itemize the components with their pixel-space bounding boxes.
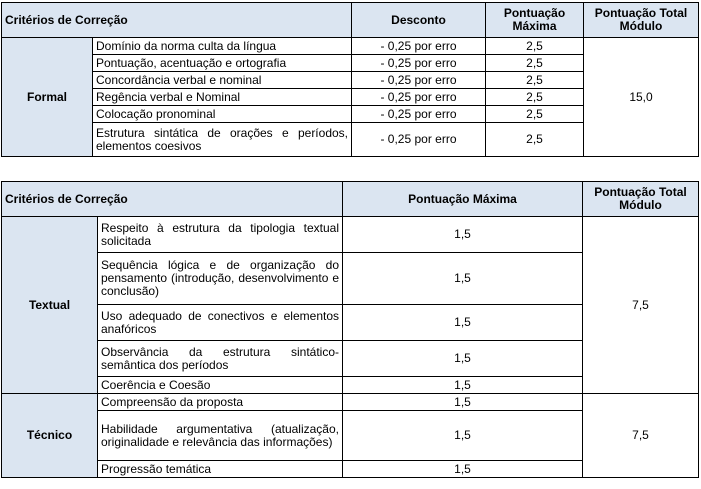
criterion-cell: Regência verbal e Nominal [93, 89, 352, 106]
total-score-textual: 7,5 [583, 217, 699, 394]
discount-cell: - 0,25 por erro [352, 38, 486, 55]
criterion-cell: Colocação pronominal [93, 106, 352, 123]
criterion-cell: Estrutura sintática de orações e períodos, elementos coesivos [93, 123, 352, 157]
header-total-score: Pontuação Total Módulo [584, 3, 699, 38]
category-formal: Formal [2, 38, 93, 157]
max-score-cell: 2,5 [486, 38, 584, 55]
header-discount: Desconto [352, 3, 486, 38]
category-textual: Textual [2, 217, 98, 394]
header-criteria: Critérios de Correção [2, 3, 352, 38]
criterion-cell: Coerência e Coesão [98, 377, 343, 394]
criterion-cell: Progressão temática [98, 461, 343, 478]
criterion-cell: Observância da estrutura sintático-semântica dos períodos [98, 341, 343, 377]
max-score-cell: 1,5 [343, 411, 583, 461]
criterion-cell: Habilidade argumentativa (atualização, originalidade e relevância das informações) [98, 411, 343, 461]
criterion-cell: Concordância verbal e nominal [93, 72, 352, 89]
max-score-cell: 2,5 [486, 55, 584, 72]
total-score-formal: 15,0 [584, 38, 699, 157]
header-max-score: Pontuação Máxima [343, 182, 583, 217]
criterion-cell: Domínio da norma culta da língua [93, 38, 352, 55]
criterion-cell: Respeito à estrutura da tipologia textual solicitada [98, 217, 343, 253]
max-score-cell: 2,5 [486, 89, 584, 106]
max-score-cell: 1,5 [343, 253, 583, 305]
header-max-score: Pontuação Máxima [486, 3, 584, 38]
criterion-cell: Uso adequado de conectivos e elementos anafóricos [98, 305, 343, 341]
max-score-cell: 1,5 [343, 341, 583, 377]
max-score-cell: 1,5 [343, 217, 583, 253]
header-criteria: Critérios de Correção [2, 182, 343, 217]
discount-cell: - 0,25 por erro [352, 89, 486, 106]
max-score-cell: 1,5 [343, 377, 583, 394]
max-score-cell: 1,5 [343, 305, 583, 341]
max-score-cell: 2,5 [486, 72, 584, 89]
criterion-cell: Pontuação, acentuação e ortografia [93, 55, 352, 72]
discount-cell: - 0,25 por erro [352, 72, 486, 89]
criterion-cell: Sequência lógica e de organização do pensamento (introdução, desenvolvimento e conclusão) [98, 253, 343, 305]
max-score-cell: 1,5 [343, 394, 583, 411]
discount-cell: - 0,25 por erro [352, 106, 486, 123]
category-technical: Técnico [2, 394, 98, 478]
criterion-cell: Compreensão da proposta [98, 394, 343, 411]
formal-criteria-table [1, 2, 699, 157]
max-score-cell: 2,5 [486, 123, 584, 157]
max-score-cell: 1,5 [343, 461, 583, 478]
textual-technical-criteria-table [1, 181, 699, 478]
header-total-score: Pontuação Total Módulo [583, 182, 699, 217]
max-score-cell: 2,5 [486, 106, 584, 123]
discount-cell: - 0,25 por erro [352, 55, 486, 72]
total-score-technical: 7,5 [583, 394, 699, 478]
discount-cell: - 0,25 por erro [352, 123, 486, 157]
